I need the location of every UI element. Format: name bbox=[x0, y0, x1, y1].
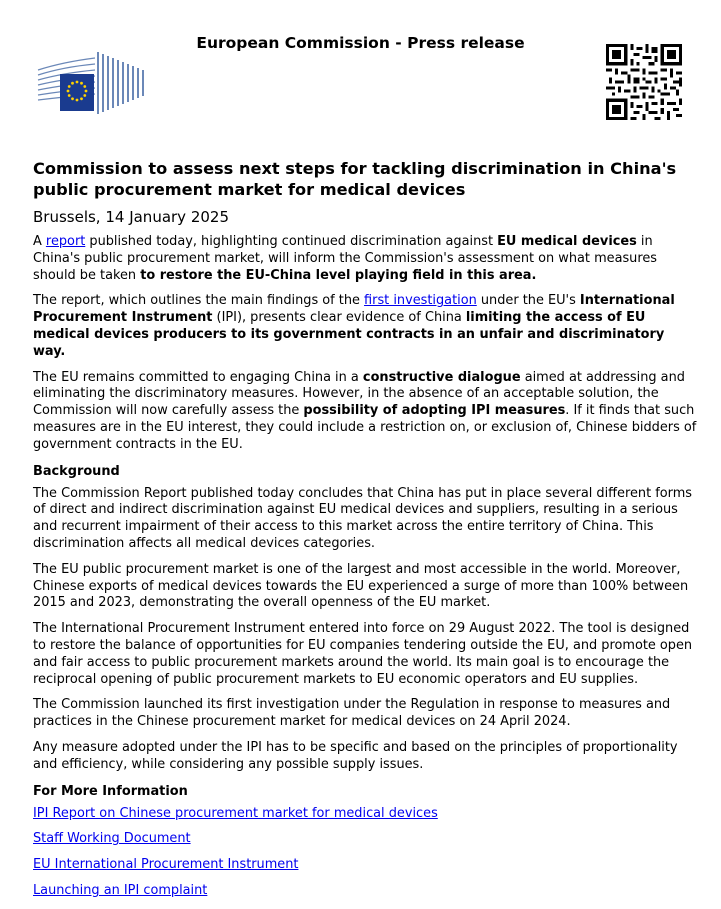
findings-paragraph: The report, which outlines the main findings of the first investigation under the EU's International Procurement Instrument (IPI), presents clear evidence of China limiting the access of EU medical devices producers to its government contracts in an unfair and discriminatory way. bbox=[33, 293, 675, 359]
qr-code-icon bbox=[606, 44, 682, 120]
eu-ipi-link[interactable]: EU International Procurement Instrument bbox=[33, 857, 299, 873]
staff-working-document-link[interactable]: Staff Working Document bbox=[33, 831, 191, 847]
background-paragraph: The EU public procurement market is one of the largest and most accessible in the world. Moreover, Chinese exports of medical devices towards the EU experienced a surge of more than 100% between 2015 and 2023, demonstrating the overall openness of the EU market. bbox=[33, 561, 689, 611]
background-heading: Background bbox=[33, 463, 120, 479]
european-commission-logo bbox=[33, 48, 146, 116]
intro-paragraph: A report published today, highlighting continued discrimination against EU medical devices in China's public procurement market, will inform the Commission's assessment on what measures should be taken to restore the EU-China level playing field in this area. bbox=[33, 234, 658, 283]
dateline: Brussels, 14 January 2025 bbox=[33, 208, 230, 226]
background-paragraph: The International Procurement Instrument entered into force on 29 August 2022. The tool is designed to restore the balance of opportunities for EU companies tendering outside the EU, and promote open and fair access to public procurement markets around the world. Its main goal is to encourage the reciprocal opening of public procurement markets to EU economic operators and EU supplies. bbox=[33, 621, 693, 687]
ipi-report-link[interactable]: IPI Report on Chinese procurement market for medical devices bbox=[33, 805, 438, 821]
first-investigation-link[interactable]: first investigation bbox=[364, 293, 477, 309]
dialogue-paragraph: The EU remains committed to engaging China in a constructive dialogue aimed at addressing and eliminating the discriminatory measures. However, in the absence of an acceptable solution, the Commission will now carefully assess the possibility of adopting IPI measures. If it finds that such measures are in the EU interest, they could include a restriction on, or exclusion of, Chinese bidders of government contracts in the EU. bbox=[33, 369, 697, 452]
more-information-heading: For More Information bbox=[33, 783, 188, 799]
background-paragraph: The Commission launched its first investigation under the Regulation in response to measures and practices in the Chinese procurement market for medical devices on 24 April 2024. bbox=[33, 697, 671, 730]
headline: Commission to assess next steps for tackling discrimination in China's public procurement market for medical devices bbox=[33, 159, 677, 199]
report-link[interactable]: report bbox=[45, 234, 86, 249]
press-release-title: European Commission - Press release bbox=[196, 34, 525, 52]
background-paragraph: The Commission Report published today concludes that China has put in place several different forms of direct and indirect discrimination against EU medical devices and suppliers, resulting in a serious and recurrent impairment of their access to this market across the entire territory of China. This discrimination affects all medical devices categories. bbox=[33, 485, 693, 551]
ipi-complaint-link[interactable]: Launching an IPI complaint bbox=[33, 882, 208, 898]
article-body bbox=[33, 158, 698, 909]
background-paragraph: Any measure adopted under the IPI has to be specific and based on the principles of proportionality and efficiency, while considering any possible supply issues. bbox=[33, 739, 678, 772]
